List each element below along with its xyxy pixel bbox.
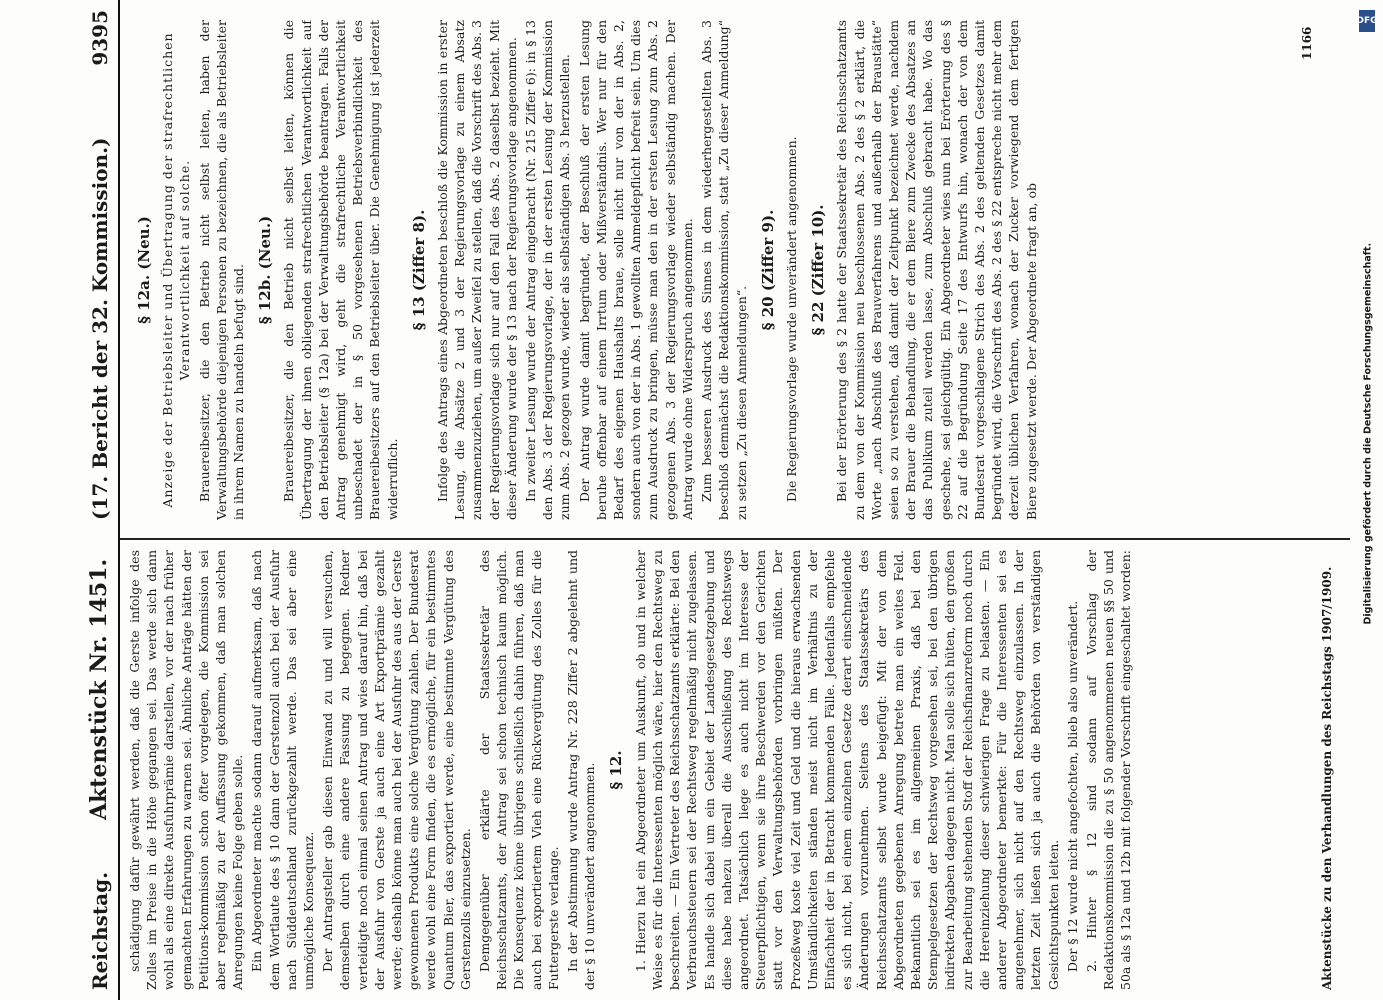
header-bericht: (17. Bericht der 32. Kommission.) [88, 137, 112, 520]
paragraph: Die Regierungsvorlage wurde unverändert angenommen. [783, 136, 799, 502]
paragraph: Zum besseren Ausdruck des Sinnes in dem wiederhergestellten Abs. 3 beschloß demnächst die Redaktionskommission, statt „Zu dieser Anmeldung“ zu setzen „Zu diesen Anmeldungen“. [699, 20, 749, 520]
paragraph: Infolge des Antrags eines Abgeordneten beschloß die Kommission in erster Lesung, die Absätze 2 und 3 der Regierungsvorlage zu einem Absatz zusammenzuziehen, um außer Zweifel zu stellen, daß die Vorschrift des Abs. 3 der Regierungsvorlage sich nur auf den Fall des Abs. 2 daselbst bezieht. Mit dieser Änderung wurde der § 13 nach der Regierungsvorlage angenommen. [435, 20, 519, 520]
section-heading: § 12a. (Neu.) [135, 216, 153, 324]
digitization-text: Digitalisierung gefördert durch die Deutsche Forschungsgemeinschaft. [1362, 242, 1374, 625]
paragraph: 2. Hinter § 12 sind sodann auf Vorschlag der Redaktionskommission die zu § 50 angenommenen neuen §§ 50 und 50a als § 12a und 12b mit folgender Vorschrift eingeschaltet worden: [1083, 550, 1134, 990]
paragraph: In der Abstimmung wurde Antrag Nr. 228 Ziffer 2 abgelehnt und der § 10 unverändert angenommen. [565, 550, 598, 990]
page-footer: Aktenstücke zu den Verhandlungen des Reichstags 1907/1909. [1320, 566, 1334, 990]
paragraph: Der § 12 wurde nicht angefochten, blieb also unverändert. [1064, 600, 1080, 972]
header-page-number: 9395 [88, 10, 112, 66]
page-header [60, 0, 120, 1000]
section-heading: § 12. [607, 750, 626, 790]
rotated-content [60, 0, 1350, 1000]
paragraph: schädigung dafür gewährt werden, daß die Gerste infolge des Zolles im Preise in die Höhe gegangen sei. Das werde sich dann wohl als eine direkte Ausfuhrprämie darstellen, vor der nach früher gemachten Erfahrungen zu warnen sei. Ähnliche Anträge hätten der Petitions-kommission schon öfter vorgelegen, die Kommission sei aber regelmäßig zu der Auffassung gekommen, daß man solchen Anregungen keine Folge geben solle. [127, 550, 246, 990]
section-heading: § 12b. (Neu.) [256, 215, 275, 325]
left-column [126, 550, 1346, 990]
sheet-number: 1166 [1300, 26, 1314, 60]
header-aktenstueck: Aktenstück Nr. 1451. [86, 558, 112, 820]
dfg-logo: DFG [1359, 10, 1375, 32]
paragraph: Brauereibesitzer, die den Betrieb nicht selbst leiten, können die Übertragung der ihnen obliegenden strafrechtlichen Verantwortlichkeit auf den Betriebsleiter (§ 12a) bei der Verwaltungsbehörde beantragen. Falls der Antrag genehmigt wird, geht die strafrechtliche Verantwortlichkeit unbeschadet der in § 50 vorgesehenen Betriebsverbindlichkeit des Brauereibesitzers auf den Betriebsleiter über. Die Genehmigung ist jederzeit widerruflich. [281, 20, 400, 520]
section-heading: § 22 (Ziffer 10). [809, 204, 828, 336]
section-title: Anzeige der Betriebsleiter und Übertragung der strafrechtlichen Verantwortlichkeit auf solche. [160, 32, 193, 508]
paragraph: 1. Hierzu hat ein Abgeordneter um Auskunft, ob und in welcher Weise es für die Interessenten möglich wäre, hier den Rechtsweg zu beschreiten. — Ein Vertreter des Reichsschatzamts erklärte: Bei den Verbrauchssteuern sei der Rechtsweg regelmäßig nicht zugelassen. Es handle sich dabei um ein Gebiet der Landesgesetzgebung und diese habe nahezu überall die Ausschließung des Rechtswegs angeordnet. Tatsächlich liege es auch nicht im Interesse der Steuerpflichtigen, wenn sie ihre Beschwerden vor den Gerichten statt vor den Verwaltungsbehörden vorbringen müßten. Der Prozeßweg koste viel Zeit und Geld und die hieraus erwachsenden Umständlichkeiten ständen meist nicht im Verhältnis zu der Einfachheit der in Betracht kommenden Fälle. Jedenfalls empfehle es sich nicht, bei einem einzelnen Gesetze derart einschneidende Änderungen vorzunehmen. Seitens des Staatssekretärs des Reichsschatzamts selbst wurde beigefügt: Mit der von dem Abgeordneten gegebenen Anregung betrete man ein weites Feld. Bekanntlich sei es im allgemeinen Praxis, daß bei den Stempelgesetzen der Rechtsweg vorgesehen sei, bei den übrigen indirekten Abgaben dagegen nicht. Man solle sich hüten, den großen zur Bearbeitung stehenden Stoff der Reichsfinanzreform noch durch die Hereinziehung dieser schwierigen Frage zu belasten. — Ein anderer Abgeordneter bemerkte: Für die Interessenten sei es angenehmer, sich nicht auf den Rechtsweg einzulassen. In der letzten Zeit ließen sich ja auch die Behörden von verständigen Gesichtspunkten leiten. [632, 550, 1061, 990]
paragraph: Brauereibesitzer, die den Betrieb nicht selbst leiten, haben der Verwaltungsbehörde diejenigen Personen zu bezeichnen, die als Betriebsleiter in ihrem Namen zu handeln befugt sind. [196, 20, 247, 520]
paragraph: Bei der Erörterung des § 2 hatte der Staatssekretär des Reichsschatzamts zu dem von der Kommission neu beschlossenen Abs. 2 des § 2 erklärt, die Worte „nach Abschluß des Brauverfahrens und außerhalb der Braustätte“ seien so zu verstehen, daß damit der Zeitpunkt bezeichnet werde, nachdem der Brauer die Behandlung, die er dem Biere zum Zwecke des Absatzes an das Publikum zuteil werden lasse, zum Abschluß gebracht habe. Wo das geschehe, sei gleichgültig. Ein Abgeordneter wies nun bei Erörterung des § 22 auf die Begründung Seite 17 des Entwurfs hin, wonach der von dem Bundesrat vorgeschlagene Strich des Abs. 2 des geltenden Gesetzes damit begründet wird, die Vorschrift des Abs. 2 des § 22 entspreche nicht mehr dem derzeit üblichen Verfahren, wonach der Zucker vorwiegend dem fertigen Biere zugesetzt werde. Der Abgeordnete fragt an, ob [834, 20, 1039, 520]
right-column [126, 20, 1346, 520]
column-divider [120, 538, 1350, 540]
paragraph: In zweiter Lesung wurde der Antrag eingebracht (Nr. 215 Ziffer 6): in § 13 den Abs. 3 der Regierungsvorlage, der in der ersten Lesung der Kommission zum Abs. 2 gezogen wurde, wieder als selbständigen Abs. 3 herzustellen. [523, 20, 573, 520]
paragraph: Der Antrag wurde damit begründet, der Beschluß der ersten Lesung beruhe offenbar auf einem Irrtum oder Mißverständnis. Wer nur für den Bedarf des eigenen Haushalts braue, solle nicht nur von der in Abs. 2, sondern auch von der in Abs. 1 gewollten Anmeldepflicht befreit sein. Um dies zum Ausdruck zu bringen, müsse man den in der ersten Lesung zum Abs. 2 gezogenen Abs. 3 der Regierungsvorlage wieder selbständig machen. Der Antrag wurde ohne Widerspruch angenommen. [576, 20, 695, 520]
section-heading: § 20 (Ziffer 9). [758, 209, 777, 331]
paragraph: Ein Abgeordneter machte sodann darauf aufmerksam, daß nach dem Wortlaute des § 10 dann der Gerstenzoll auch bei der Ausfuhr nach Süddeutschland zurückgezahlt werde. Das sei aber eine unmögliche Konsequenz. [249, 550, 317, 990]
section-heading: § 13 (Ziffer 8). [409, 209, 428, 331]
paragraph: Der Antragsteller gab diesen Einwand zu und will versuchen, demselben durch eine andere Fassung zu begegnen. Redner verteidigte noch einmal seinen Antrag und wies darauf hin, daß bei der Ausfuhr von Gerste ja auch eine Art Exportprämie gezahlt werde; deshalb könne man auch bei der Ausfuhr des aus der Gerste gewonnenen Produkts eine solche Vergütung zahlen. Der Bundesrat werde wohl eine Form finden, die es ermögliche, für ein bestimmtes Quantum Bier, das exportiert werde, eine bestimmte Vergütung des Gerstenzolls einzusetzen. [320, 550, 473, 990]
digitization-note [1356, 10, 1378, 625]
paragraph: Demgegenüber erklärte der Staatssekretär des Reichsschatzamts, der Antrag sei schon technisch kaum möglich. Die Konsequenz könne übrigens schließlich dahin führen, daß man auch bei exportiertem Vieh eine Rückvergütung des Zolles für die Futtergerste verlange. [477, 550, 561, 990]
header-reichstag: Reichstag. [88, 871, 112, 990]
